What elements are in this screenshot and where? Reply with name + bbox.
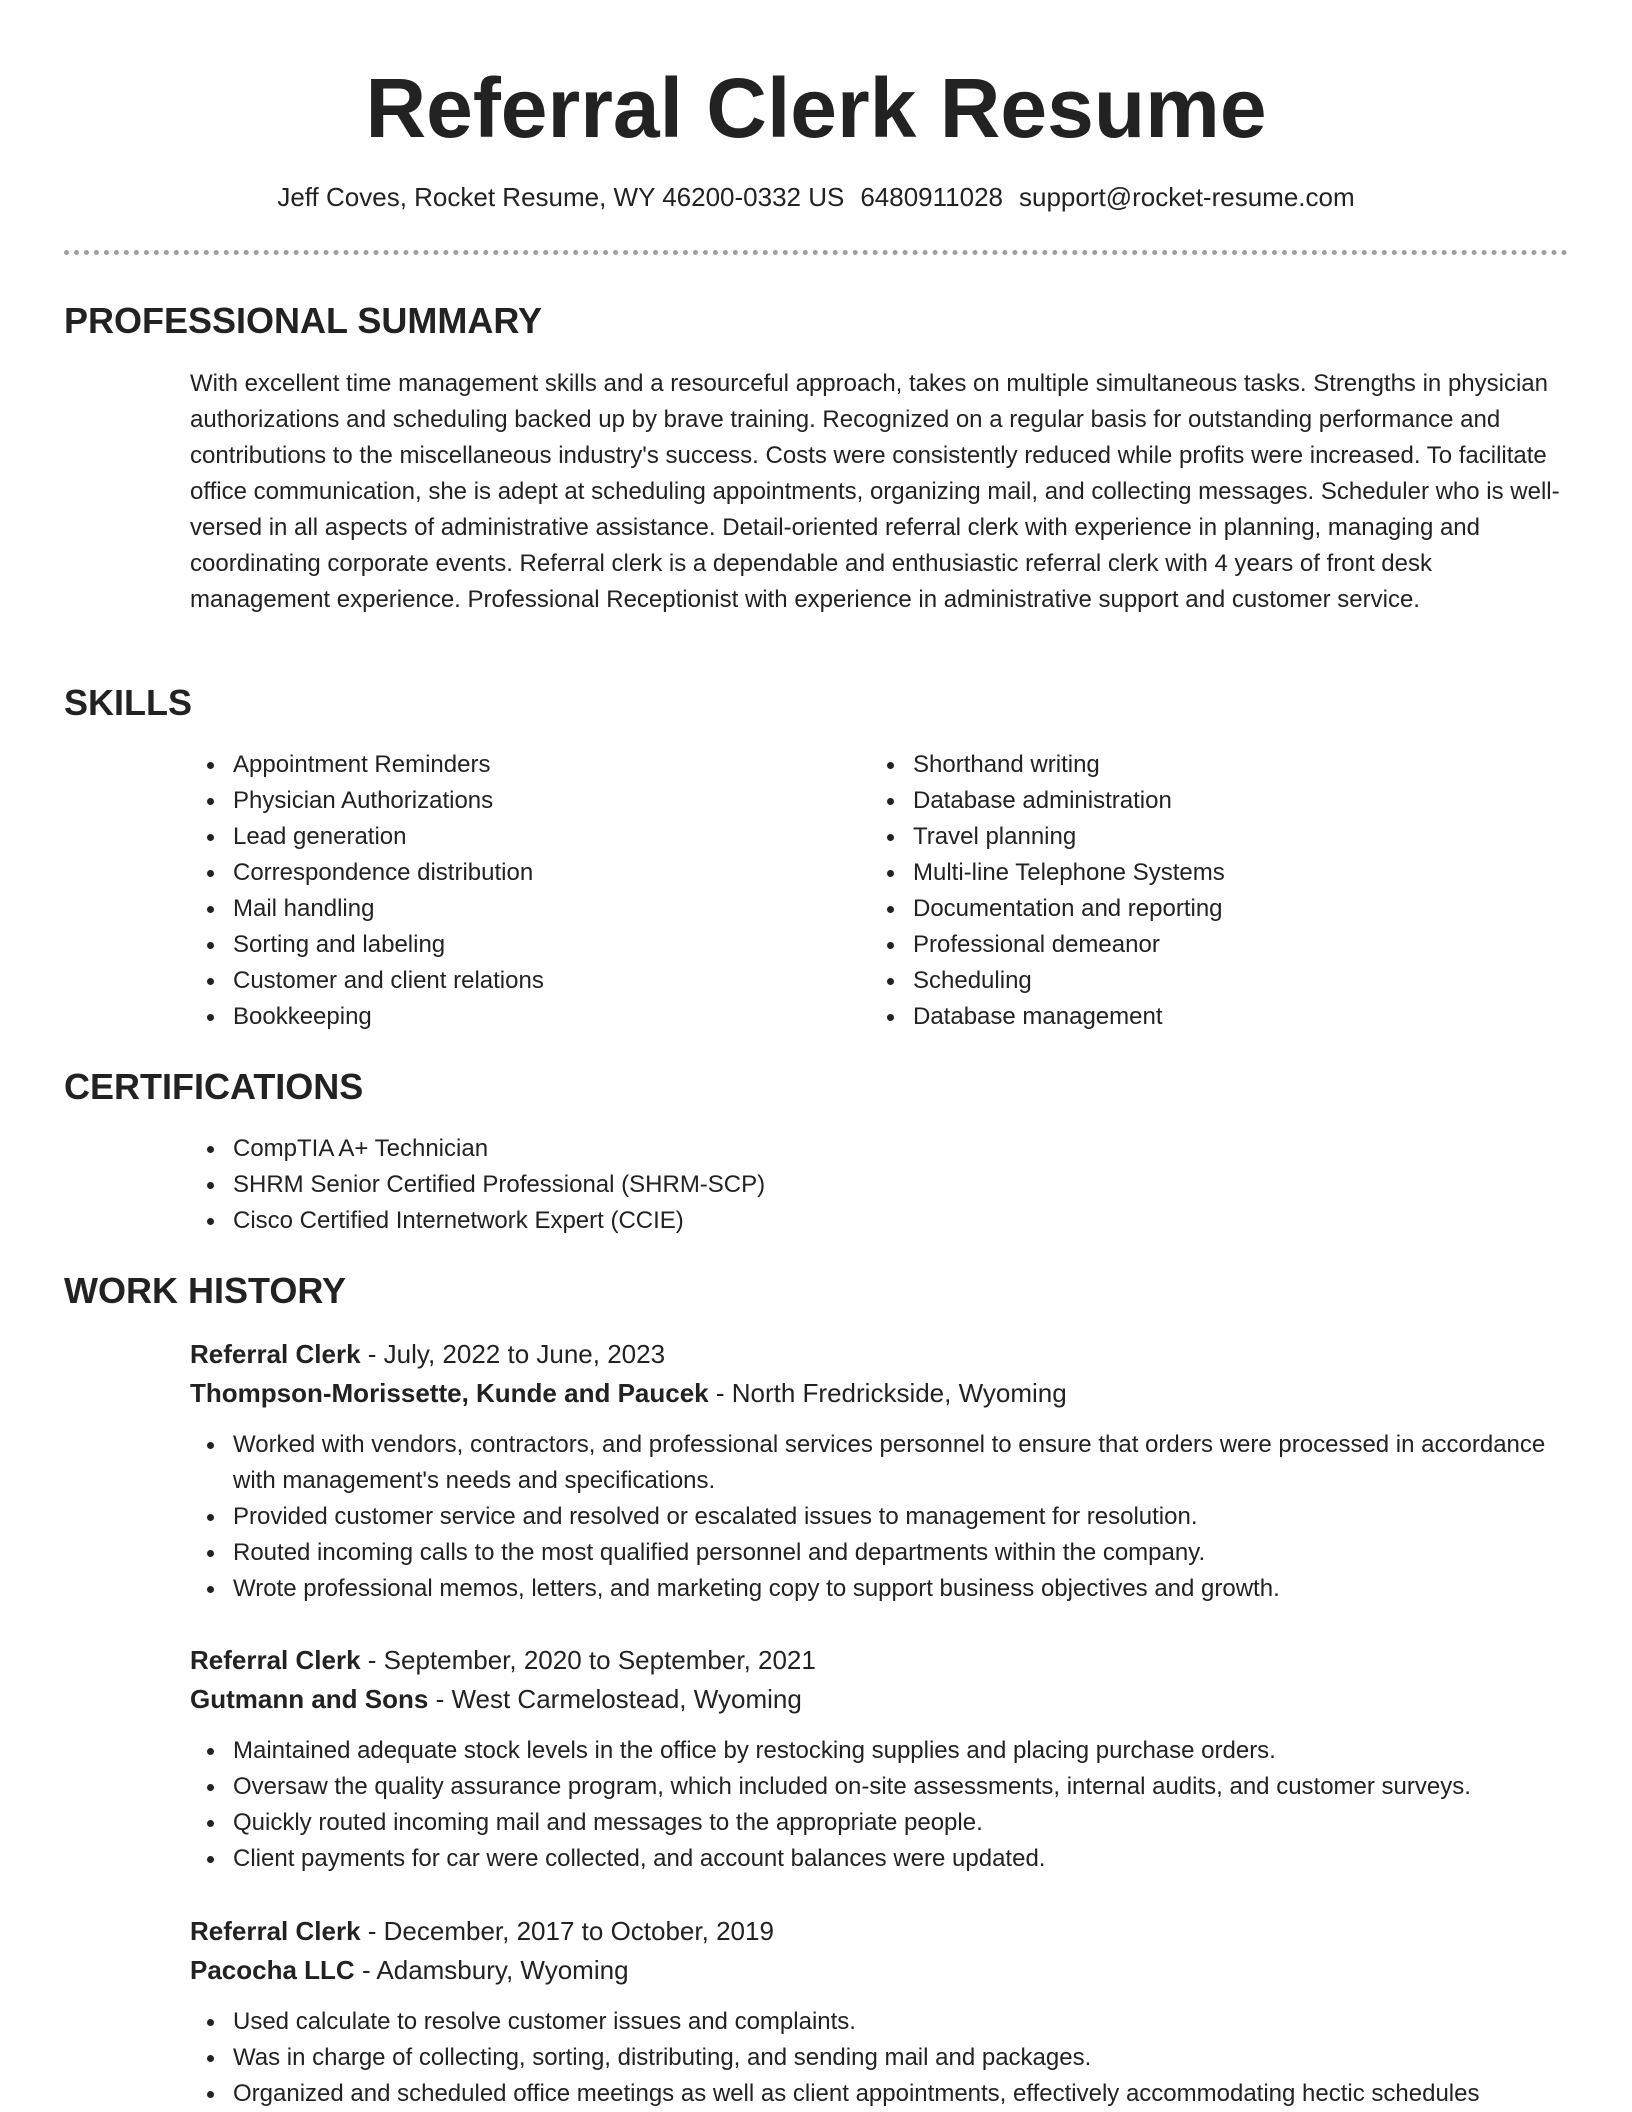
summary-heading: PROFESSIONAL SUMMARY [64, 300, 543, 341]
header-divider [64, 250, 1568, 255]
job-duties [190, 1733, 1570, 1877]
job-title-line [190, 1335, 1570, 1374]
job-duty: Quickly routed incoming mail and messages to the appropriate people. [190, 1805, 1570, 1841]
contact-address: Jeff Coves, Rocket Resume, WY 46200-0332 US [277, 182, 845, 212]
job-entry [190, 1641, 1570, 1877]
skill-item: Multi-line Telephone Systems [870, 855, 1510, 891]
job-dates: - July, 2022 to June, 2023 [360, 1339, 666, 1369]
contact-line [0, 180, 1632, 214]
skill-item: Sorting and labeling [190, 927, 830, 963]
skill-item: Bookkeeping [190, 999, 830, 1035]
skill-item: Mail handling [190, 891, 830, 927]
skills-list-right [870, 747, 1510, 1035]
skill-item: Correspondence distribution [190, 855, 830, 891]
job-location: - North Fredrickside, Wyoming [708, 1378, 1067, 1408]
skill-item: Lead generation [190, 819, 830, 855]
job-duty: Used calculate to resolve customer issues and complaints. [190, 2004, 1570, 2040]
job-duty: Client payments for car were collected, and account balances were updated. [190, 1841, 1570, 1877]
job-duty: Routed incoming calls to the most qualified personnel and departments within the company. [190, 1535, 1570, 1571]
job-duties [190, 2004, 1570, 2112]
skill-item: Travel planning [870, 819, 1510, 855]
job-duty: Oversaw the quality assurance program, which included on-site assessments, internal audits, and customer surveys. [190, 1769, 1570, 1805]
certifications-heading: CERTIFICATIONS [64, 1066, 364, 1107]
job-location: - Adamsbury, Wyoming [354, 1955, 629, 1985]
job-duty: Provided customer service and resolved or escalated issues to management for resolution. [190, 1499, 1570, 1535]
job-duty: Wrote professional memos, letters, and marketing copy to support business objectives and growth. [190, 1571, 1570, 1607]
job-company: Gutmann and Sons [190, 1684, 429, 1714]
summary-text: With excellent time management skills and a resourceful approach, takes on multiple simultaneous tasks. Strengths in physician authorizations and scheduling backed up by brave training. Recognized on a regular basis for outstanding performance and contributions to the miscellaneous industry's success. Costs were consistently reduced while profits were increased. To facilitate office communication, she is adept at scheduling appointments, organizing mail, and collecting messages. Scheduler who is well-versed in all aspects of administrative assistance. Detail-oriented referral clerk with experience in planning, managing and coordinating corporate events. Referral clerk is a dependable and enthusiastic referral clerk with 4 years of front desk management experience. Professional Receptionist with experience in administrative support and customer service. [190, 370, 1560, 613]
skill-item: Shorthand writing [870, 747, 1510, 783]
job-duty: Maintained adequate stock levels in the office by restocking supplies and placing purchase orders. [190, 1733, 1570, 1769]
job-company: Thompson-Morissette, Kunde and Paucek [190, 1378, 709, 1408]
skills-heading: SKILLS [64, 682, 193, 723]
job-title-line [190, 1641, 1570, 1680]
skill-item: Physician Authorizations [190, 783, 830, 819]
job-dates: - September, 2020 to September, 2021 [360, 1645, 816, 1675]
job-title: Referral Clerk [190, 1645, 361, 1675]
certification-item: CompTIA A+ Technician [190, 1131, 1190, 1167]
job-title: Referral Clerk [190, 1916, 361, 1946]
certifications-list [190, 1131, 1190, 1239]
certification-item: SHRM Senior Certified Professional (SHRM-SCP) [190, 1167, 1190, 1203]
skill-item: Documentation and reporting [870, 891, 1510, 927]
job-company-line [190, 1680, 1570, 1719]
job-duty: Organized and scheduled office meetings as well as client appointments, effectively accommodating hectic schedules [190, 2076, 1570, 2112]
job-company: Pacocha LLC [190, 1955, 355, 1985]
job-entry [190, 1335, 1570, 1607]
skill-item: Scheduling [870, 963, 1510, 999]
contact-phone: 6480911028 [860, 182, 1004, 212]
job-location: - West Carmelostead, Wyoming [428, 1684, 802, 1714]
skills-list-left [190, 747, 830, 1035]
job-duty: Worked with vendors, contractors, and professional services personnel to ensure that orders were processed in accordance with management's needs and specifications. [190, 1427, 1570, 1499]
job-title-line [190, 1912, 1570, 1951]
certification-item: Cisco Certified Internetwork Expert (CCIE) [190, 1203, 1190, 1239]
contact-email: support@rocket-resume.com [1019, 182, 1355, 212]
skill-item: Appointment Reminders [190, 747, 830, 783]
job-company-line [190, 1951, 1570, 1990]
skill-item: Professional demeanor [870, 927, 1510, 963]
skill-item: Database administration [870, 783, 1510, 819]
job-dates: - December, 2017 to October, 2019 [360, 1916, 774, 1946]
skill-item: Customer and client relations [190, 963, 830, 999]
resume-title: Referral Clerk Resume [365, 61, 1267, 155]
job-entry [190, 1912, 1570, 2112]
job-title: Referral Clerk [190, 1339, 361, 1369]
job-company-line [190, 1374, 1570, 1413]
work-history-heading: WORK HISTORY [64, 1270, 347, 1311]
skill-item: Database management [870, 999, 1510, 1035]
job-duties [190, 1427, 1570, 1607]
job-duty: Was in charge of collecting, sorting, distributing, and sending mail and packages. [190, 2040, 1570, 2076]
